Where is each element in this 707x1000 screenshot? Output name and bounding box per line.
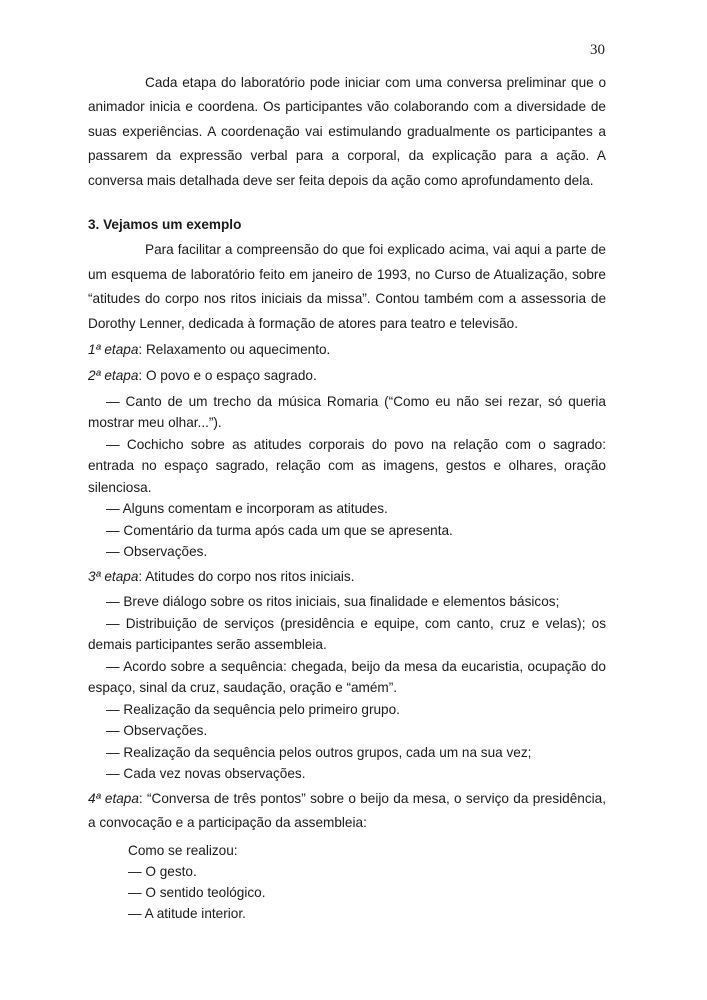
como-se-realizou-list bbox=[88, 840, 606, 924]
list-item: — O sentido teológico. bbox=[128, 884, 266, 900]
etapa-2 bbox=[88, 364, 606, 388]
etapa-4 bbox=[88, 787, 606, 836]
section-heading: 3. Vejamos um exemplo bbox=[88, 217, 242, 233]
list-item: — Canto de um trecho da música Romaria (“Como eu não sei rezar, só queria mostrar meu olhar...”). bbox=[88, 393, 606, 431]
etapa-title: : O povo e o espaço sagrado. bbox=[138, 368, 317, 384]
list-item: — Observações. bbox=[106, 544, 208, 560]
intro-paragraph: Cada etapa do laboratório pode iniciar com uma conversa preliminar que o animador inicia e coordena. Os participantes vão colaborando com a diversidade de suas experiências. A coordenação vai estimulando gradualmente os participantes a passarem da expressão verbal para a corporal, da explicação para a ação. A conversa mais detalhada deve ser feita depois da ação como aprofundamento dela. bbox=[88, 75, 606, 188]
list-item: — Cochicho sobre as atitudes corporais do povo na relação com o sagrado: entrada no espaço sagrado, relação com as imagens, gestos e olhares, oração silenciosa. bbox=[88, 436, 606, 495]
list-item: — Observações. bbox=[106, 723, 208, 739]
list-item: — O gesto. bbox=[128, 863, 197, 879]
etapa-title: : Relaxamento ou aquecimento. bbox=[138, 342, 331, 358]
list-item: — Acordo sobre a sequência: chegada, beijo da mesa da eucaristia, ocupação do espaço, sinal da cruz, saudação, oração e “amém”. bbox=[88, 658, 606, 696]
etapa-label: 4ª etapa bbox=[88, 790, 139, 806]
example-paragraph: Para facilitar a compreensão do que foi explicado acima, vai aqui a parte de um esquema de laboratório feito em janeiro de 1993, no Curso de Atualização, sobre “atitudes do corpo nos ritos iniciais da missa”. Contou também com a assessoria de Dorothy Lenner, dedicada à formação de atores para teatro e televisão. bbox=[88, 242, 606, 331]
document-body bbox=[88, 71, 606, 924]
etapa-title: : “Conversa de três pontos” sobre o beijo da mesa, o serviço da presidência, a convocação e a participação da assembleia: bbox=[88, 790, 606, 831]
list-item: — Breve diálogo sobre os ritos iniciais, sua finalidade e elementos básicos; bbox=[106, 594, 560, 610]
etapa-3 bbox=[88, 565, 606, 589]
etapa-3-list bbox=[88, 591, 606, 785]
list-item: — Cada vez novas observações. bbox=[106, 766, 306, 782]
etapa-1 bbox=[88, 338, 606, 362]
etapa-label: 1ª etapa bbox=[88, 342, 139, 358]
etapa-label: 2ª etapa bbox=[88, 368, 139, 384]
list-item: — Realização da sequência pelos outros grupos, cada um na sua vez; bbox=[106, 744, 532, 760]
list-item: — Comentário da turma após cada um que se apresenta. bbox=[106, 522, 453, 538]
list-item: — Realização da sequência pelo primeiro grupo. bbox=[106, 701, 400, 717]
list-item: — Alguns comentam e incorporam as atitudes. bbox=[106, 501, 388, 517]
etapa-label: 3ª etapa bbox=[88, 568, 139, 584]
list-item: — A atitude interior. bbox=[128, 905, 246, 921]
list-label: Como se realizou: bbox=[128, 842, 238, 858]
etapa-2-list bbox=[88, 391, 606, 563]
page-number: 30 bbox=[590, 42, 605, 58]
etapa-title: : Atitudes do corpo nos ritos iniciais. bbox=[138, 568, 355, 584]
list-item: — Distribuição de serviços (presidência e equipe, com canto, cruz e velas); os demais participantes serão assembleia. bbox=[88, 615, 606, 653]
